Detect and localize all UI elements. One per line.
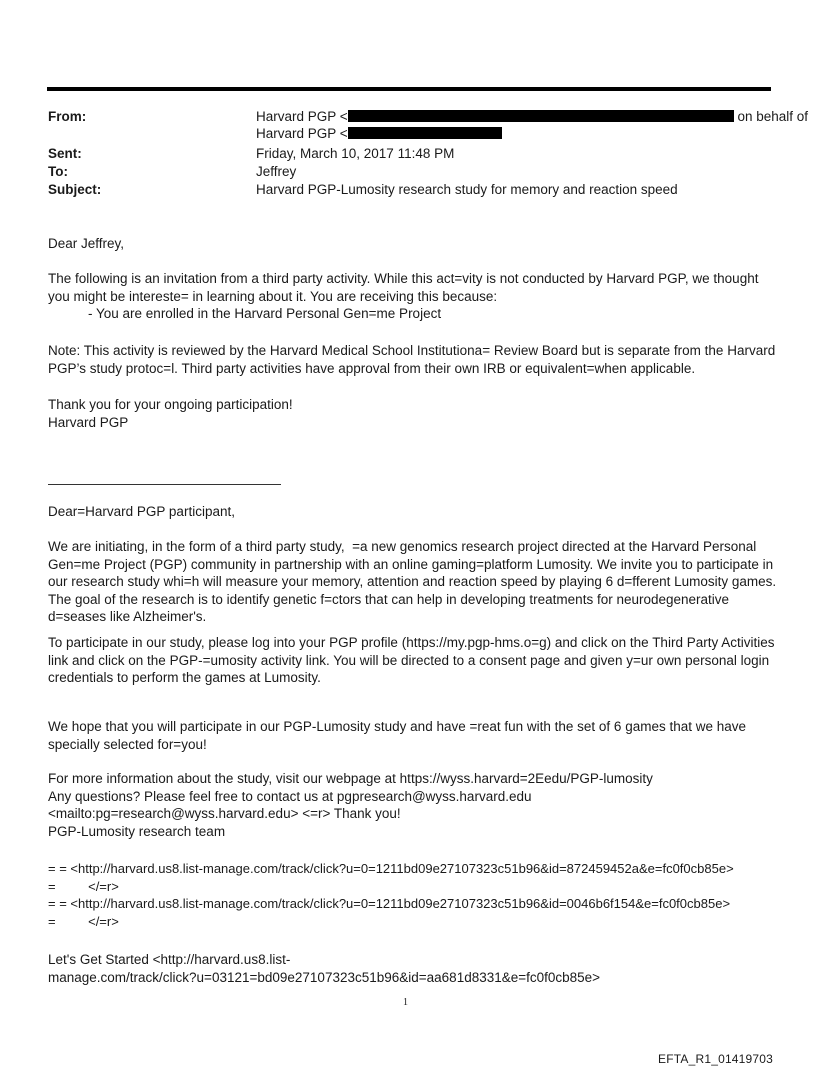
redaction-bar <box>348 127 502 139</box>
subject-value: Harvard PGP-Lumosity research study for memory and reaction speed <box>256 182 678 197</box>
page-number: 1 <box>403 997 408 1008</box>
redaction-bar <box>348 110 734 122</box>
from-label: From: <box>48 109 87 124</box>
greeting: Dear Jeffrey, <box>48 236 125 251</box>
get-started-link: Let's Get Started <http://harvard.us8.list- manage.com/track/click?u=03121=bd09e27107323c51b96&id=aa681d8331&e=fc0f0cb85e> <box>48 952 601 985</box>
on-behalf-of: on behalf of <box>737 109 808 124</box>
from-sender-name-2: Harvard PGP < <box>256 126 348 141</box>
intro-paragraph: The following is an invitation from a third party activity. While this act=vity is not conducted by Harvard PGP, we thought you might be intereste= in learning about it. You are receiving this because: <box>48 271 763 304</box>
sent-value: Friday, March 10, 2017 11:48 PM <box>256 146 455 161</box>
from-sender-name: Harvard PGP < <box>256 109 348 124</box>
contact-info-paragraph: For more information about the study, visit our webpage at https://wyss.harvard=2Eedu/PGP-lumosity Any questions? Please feel free to contact us at pgpresearch@wyss.harvard.edu <mailto:pg=research@wyss.harvard.edu> <=r> Thank you! PGP-Lumosity research team <box>48 771 653 839</box>
signature-separator <box>48 484 281 485</box>
irb-note-paragraph: Note: This activity is reviewed by the Harvard Medical School Institutiona= Review Board but is separate from the Harvard PGP’s study protoc=l. Third party activities have approval from their own IRB or equivalent=when applicable. <box>48 343 779 376</box>
document-id: EFTA_R1_01419703 <box>658 1052 774 1066</box>
closing-hope-paragraph: We hope that you will participate in our PGP-Lumosity study and have =reat fun with the set of 6 games that we have specially selected for=you! <box>48 719 750 752</box>
study-description-paragraph: We are initiating, in the form of a third party study, =a new genomics research project directed at the Harvard Personal Gen=me Project (PGP) community in partnership with an online gaming=platform Lumosity. We invite you to participate in our research study whi=h will measure your memory, attention and reaction speed by playing 6 d=fferent Lumosity games. The goal of the research is to identify genetic f=ctors that can help in developing treatments for neurodegenerative d=seases like Alzheimer's. <box>48 539 780 624</box>
from-line-2 <box>256 125 502 142</box>
to-value: Jeffrey <box>256 164 297 179</box>
enrollment-bullet: - You are enrolled in the Harvard Personal Gen=me Project <box>88 306 442 321</box>
thank-you-paragraph: Thank you for your ongoing participation! Harvard PGP <box>48 397 293 430</box>
tracking-links: = = <http://harvard.us8.list-manage.com/track/click?u=0=1211bd09e27107323c51b96&id=872459452a&e=fc0f0cb85e> = </=r> = = <http://harvard.us8.list-manage.com/track/click?u=0=1211bd09e27107323c51b96&id=0046b6f154&e=fc0f0cb85e> = </=r> <box>48 861 734 929</box>
to-label: To: <box>48 164 68 179</box>
subject-label: Subject: <box>48 182 102 197</box>
from-line-1 <box>256 108 808 125</box>
header-rule <box>47 87 771 91</box>
participant-greeting: Dear=Harvard PGP participant, <box>48 504 235 519</box>
participation-instructions-paragraph: To participate in our study, please log into your PGP profile (https://my.pgp-hms.o=g) and click on the Third Party Activities link and click on the PGP-=umosity activity link. You will be directed to a consent page and given y=ur own personal login credentials to perform the games at Lumosity. <box>48 635 779 685</box>
sent-label: Sent: <box>48 146 82 161</box>
